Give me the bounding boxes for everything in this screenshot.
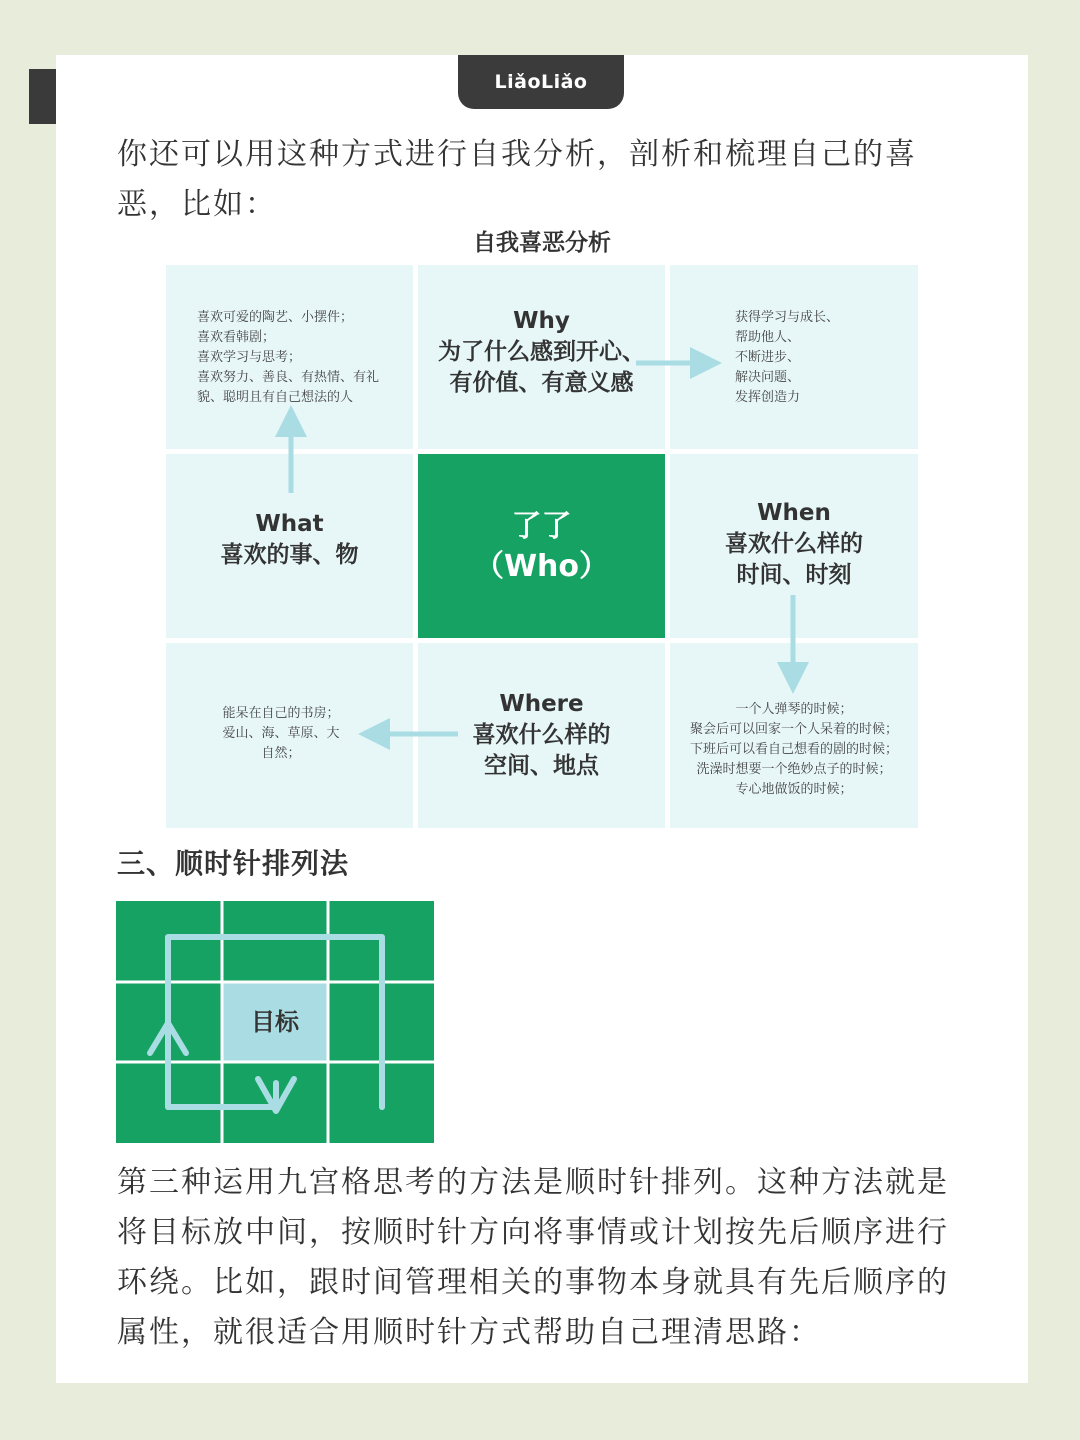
note-line: 喜欢可爱的陶艺、小摆件； xyxy=(197,310,354,325)
note-line: 获得学习与成长、 xyxy=(735,310,840,325)
note-line: 能呆在自己的书房； xyxy=(222,706,340,721)
brand-logo-text: LiǎoLiǎo xyxy=(494,71,588,93)
figure-title: 自我喜恶分析 xyxy=(473,230,611,256)
when-label: When xyxy=(757,500,831,526)
clockwise-grid-figure xyxy=(116,901,434,1143)
note-line: 下班后可以看自己想看的剧的时候； xyxy=(689,742,898,757)
note-line: 发挥创造力 xyxy=(735,390,801,405)
note-line: 帮助他人、 xyxy=(735,330,801,345)
where-label: Where xyxy=(499,691,584,717)
arrow-up-icon xyxy=(275,405,307,493)
note-line: 一个人弹琴的时候； xyxy=(735,702,853,717)
who-line2: （Who） xyxy=(473,549,610,584)
arrow-down-icon xyxy=(777,595,809,694)
note-line: 解决问题、 xyxy=(735,370,801,385)
why-line3: 有价值、有意义感 xyxy=(449,370,634,396)
flow-arrows xyxy=(166,265,918,828)
when-line3: 时间、时刻 xyxy=(736,562,852,588)
note-line: 洗澡时想要一个绝妙点子的时候； xyxy=(696,762,892,777)
target-label: 目标 xyxy=(251,1008,299,1036)
who-line1: 了了 xyxy=(511,509,572,544)
what-line2: 喜欢的事、物 xyxy=(220,542,359,568)
where-line2: 喜欢什么样的 xyxy=(472,722,611,748)
note-line: 喜欢努力、善良、有热情、有礼 xyxy=(197,370,380,385)
arrow-left-icon xyxy=(358,718,458,750)
brand-logo xyxy=(458,55,624,109)
note-line: 聚会后可以回家一个人呆着的时候； xyxy=(689,722,898,737)
side-tab-marker xyxy=(29,69,56,124)
why-label: Why xyxy=(513,308,570,334)
where-line3: 空间、地点 xyxy=(484,753,599,779)
note-line: 爱山、海、草原、大 xyxy=(222,726,340,741)
why-line2: 为了什么感到开心、 xyxy=(438,339,645,365)
nine-grid-self-analysis xyxy=(166,265,918,828)
section-heading-clockwise: 三、顺时针排列法 xyxy=(117,847,350,880)
intro-paragraph: 你还可以用这种方式进行自我分析，剖析和梳理自己的喜恶，比如： xyxy=(117,137,917,222)
note-line: 喜欢看韩剧； xyxy=(197,330,276,345)
note-line: 专心地做饭的时候； xyxy=(735,782,853,797)
arrow-right-icon xyxy=(636,347,722,379)
note-line: 貌、聪明且有自己想法的人 xyxy=(197,390,354,405)
body-paragraph: 第三种运用九宫格思考的方法是顺时针排列。这种方法就是将目标放中间，按顺时针方向将事情或计划按先后顺序进行环绕。比如，跟时间管理相关的事物本身就具有先后顺序的属性，就很适合用顺时针方式帮助自己理清思路： xyxy=(117,1165,949,1350)
note-line: 自然； xyxy=(261,746,301,761)
note-line: 不断进步、 xyxy=(735,350,801,365)
note-line: 喜欢学习与思考； xyxy=(197,350,302,365)
what-label: What xyxy=(255,511,324,537)
when-line2: 喜欢什么样的 xyxy=(725,531,863,557)
